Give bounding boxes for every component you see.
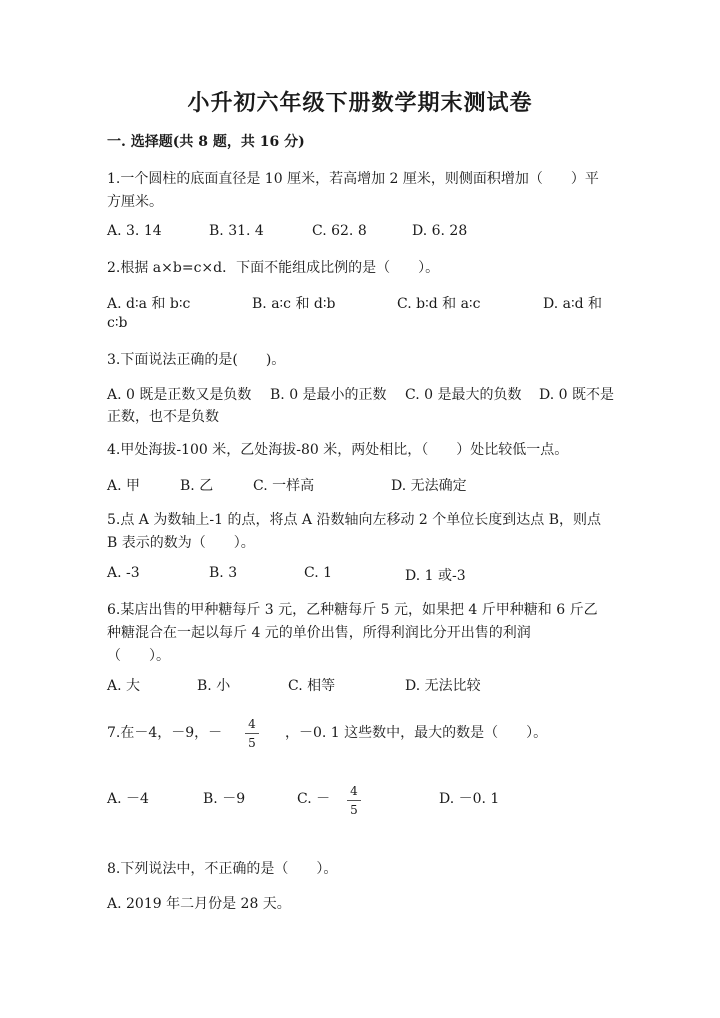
section-heading: 一. 选择题(共 8 题，共 16 分) — [107, 134, 305, 150]
page-title: 小升初六年级下册数学期末测试卷 — [187, 90, 533, 116]
fraction-bar — [347, 800, 361, 801]
q7-option-b[interactable]: B. －9 — [203, 791, 246, 807]
q1-option-a[interactable]: A. 3. 14 — [107, 223, 162, 239]
q3-option-c[interactable]: C. 0 是最大的负数 — [405, 387, 522, 403]
fraction-bar — [245, 733, 259, 734]
question-2 — [107, 257, 617, 280]
q2-option-d[interactable]: D. a∶d 和 — [543, 296, 603, 312]
q5-option-a[interactable]: A. -3 — [107, 565, 140, 581]
question-6-line-1: 6.某店出售的甲种糖每斤 3 元，乙种糖每斤 5 元，如果把 4 斤甲种糖和 6 斤乙 — [107, 602, 598, 618]
fraction-denominator: 5 — [350, 803, 358, 817]
question-7-fraction — [245, 717, 259, 750]
fraction-numerator: 4 — [350, 784, 358, 798]
question-1-line-2: 方厘米。 — [107, 194, 163, 210]
question-5 — [107, 509, 617, 555]
question-3-text: 3.下面说法正确的是( )。 — [107, 352, 286, 368]
q7-option-a[interactable]: A. －4 — [107, 791, 149, 807]
question-6-options — [107, 675, 627, 699]
question-1-line-1: 1.一个圆柱的底面直径是 10 厘米，若高增加 2 厘米，则侧面积增加（ ）平 — [107, 171, 599, 187]
fraction-denominator: 5 — [248, 736, 256, 750]
q4-option-b[interactable]: B. 乙 — [180, 478, 214, 494]
question-4-text: 4.甲处海拔-100 米，乙处海拔-80 米，两处相比，（ ）处比较低一点。 — [107, 442, 569, 458]
q7-option-c[interactable]: C. － — [297, 791, 331, 807]
q1-option-c[interactable]: C. 62. 8 — [312, 223, 367, 239]
q7-option-d[interactable]: D. －0. 1 — [439, 791, 500, 807]
q6-option-a[interactable]: A. 大 — [107, 678, 141, 694]
q5-option-c[interactable]: C. 1 — [304, 565, 333, 581]
question-5-line-1: 5.点 A 为数轴上-1 的点，将点 A 沿数轴向左移动 2 个单位长度到达点 B，则点 — [107, 512, 602, 528]
question-6-line-2: 种糖混合在一起以每斤 4 元的单价出售，所得利润比分开出售的利润 — [107, 625, 531, 641]
question-4 — [107, 439, 617, 462]
q6-option-c[interactable]: C. 相等 — [288, 678, 336, 694]
q3-option-a[interactable]: A. 0 既是正数又是负数 — [107, 387, 252, 403]
q3-option-d[interactable]: D. 0 既不是 — [539, 387, 614, 403]
question-2-options — [107, 293, 627, 317]
question-7-text-post: ，－0. 1 这些数中，最大的数是（ ）。 — [285, 725, 548, 741]
q3-option-b[interactable]: B. 0 是最小的正数 — [270, 387, 387, 403]
question-7-text-pre: 7.在－4，－9，－ — [107, 725, 223, 741]
question-5-line-2: B 表示的数为（ ）。 — [107, 535, 255, 551]
question-3 — [107, 349, 617, 372]
q4-option-d[interactable]: D. 无法确定 — [391, 478, 467, 494]
question-8-options — [107, 893, 627, 917]
q2-option-a[interactable]: A. d∶a 和 b∶c — [107, 296, 191, 312]
question-6 — [107, 599, 617, 668]
question-3-options — [107, 384, 627, 408]
q7-option-c-fraction — [347, 784, 361, 817]
fraction-numerator: 4 — [248, 717, 256, 731]
q6-option-b[interactable]: B. 小 — [197, 678, 231, 694]
question-3-options-cont — [107, 406, 627, 430]
question-2-options-cont — [107, 315, 627, 339]
question-6-line-3: （ ）。 — [107, 648, 170, 664]
q1-option-b[interactable]: B. 31. 4 — [209, 223, 264, 239]
q2-option-b[interactable]: B. a∶c 和 d∶b — [252, 296, 336, 312]
question-5-options — [107, 565, 627, 589]
q1-option-d[interactable]: D. 6. 28 — [412, 223, 468, 239]
q6-option-d[interactable]: D. 无法比较 — [405, 678, 481, 694]
question-8 — [107, 858, 617, 881]
q4-option-a[interactable]: A. 甲 — [107, 478, 141, 494]
q4-option-c[interactable]: C. 一样高 — [253, 478, 315, 494]
q2-option-c[interactable]: C. b∶d 和 a∶c — [397, 296, 481, 312]
question-1-options — [107, 223, 627, 247]
q2-option-d-cont: c∶b — [107, 315, 128, 331]
question-7-options — [107, 788, 627, 812]
q5-option-d[interactable]: D. 1 或-3 — [405, 568, 466, 584]
q5-option-b[interactable]: B. 3 — [209, 565, 238, 581]
q3-option-d-cont: 正数，也不是负数 — [107, 409, 219, 425]
question-2-text: 2.根据 a×b=c×d．下面不能组成比例的是（ ）。 — [107, 260, 440, 276]
question-4-options — [107, 475, 627, 499]
question-1 — [107, 168, 617, 214]
q8-option-a[interactable]: A. 2019 年二月份是 28 天。 — [107, 896, 291, 912]
question-8-text: 8.下列说法中，不正确的是（ ）。 — [107, 861, 338, 877]
